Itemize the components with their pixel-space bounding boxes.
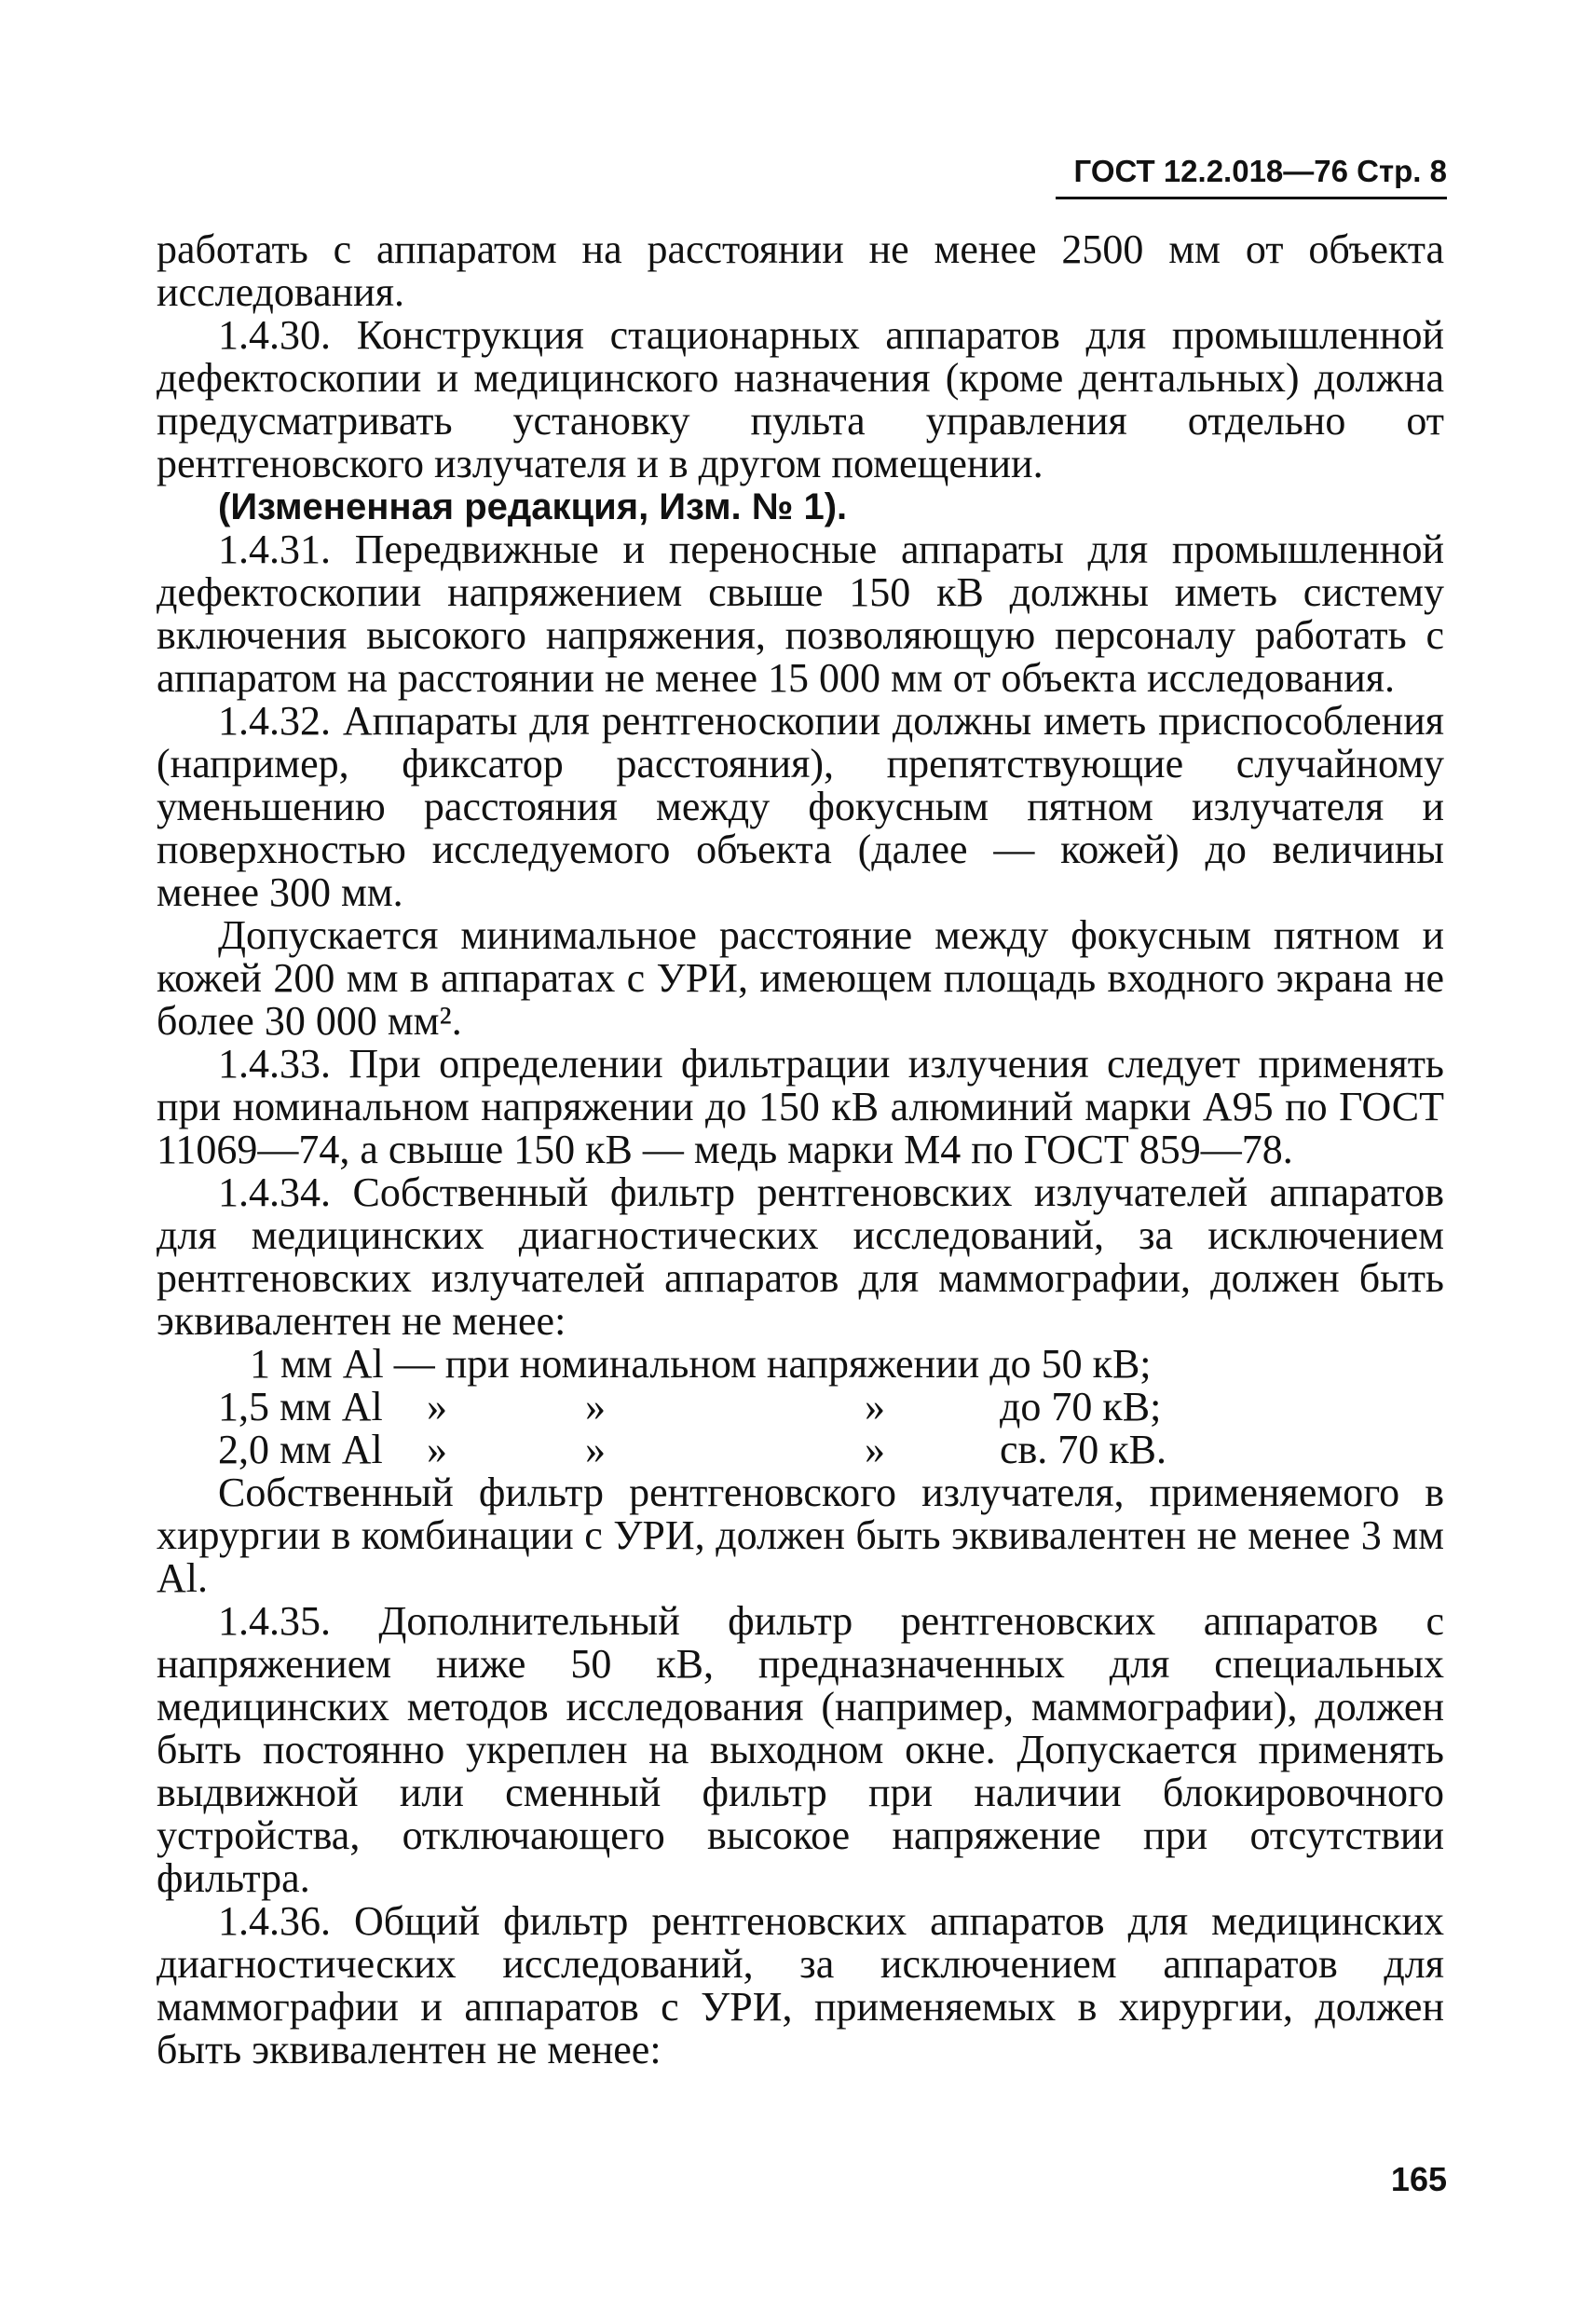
voltage-limit: св. 70 кВ. bbox=[1000, 1427, 1167, 1472]
ditto-mark: » bbox=[427, 1427, 447, 1472]
filter-list bbox=[157, 1343, 1444, 1471]
ditto-mark: » bbox=[585, 1384, 606, 1429]
clause-1-4-30: 1.4.30. Конструкция стационарных аппаратов для промышленной дефектоскопии и медицинского назначения (кроме дентальных) должна предусматривать установку пульта управления отдельно от рентгеновского излучателя и в другом помещении. bbox=[157, 312, 1444, 486]
filter-list-item bbox=[157, 1429, 1444, 1471]
clause-1-4-35: 1.4.35. Дополнительный фильтр рентгеновских аппаратов с напряжением ниже 50 кВ, предназначенных для специальных медицинских методов исследования (например, маммографии), должен быть постоянно укреплен на выходном окне. Допускается применять выдвижной или сменный фильтр при наличии блокировочного устройства, отключающего высокое напряжение при отсутствии фильтра. bbox=[157, 1598, 1444, 1901]
ditto-mark: » bbox=[865, 1384, 885, 1429]
clause-1-4-34-surgery: Собственный фильтр рентгеновского излучателя, применяемого в хирургии в комбинации с УРИ, должен быть эквивалентен не менее 3 мм Al. bbox=[157, 1470, 1444, 1601]
amendment-note: (Измененная редакция, Изм. № 1). bbox=[218, 486, 848, 527]
document-body bbox=[157, 228, 1444, 2072]
running-header: ГОСТ 12.2.018—76 Стр. 8 bbox=[1056, 154, 1447, 199]
clause-1-4-33: 1.4.33. При определении фильтрации излучения следует применять при номинальном напряжении до 150 кВ алюминий марки А95 по ГОСТ 11069—74, а свыше 150 кВ — медь марки М4 по ГОСТ 859—78. bbox=[157, 1041, 1444, 1172]
ditto-mark: » bbox=[865, 1427, 885, 1472]
voltage-limit: до 70 кВ; bbox=[1000, 1384, 1162, 1429]
filter-list-item: 1 мм Al — при номинальном напряжении до 50 кВ; bbox=[250, 1341, 1152, 1387]
clause-1-4-31: 1.4.31. Передвижные и переносные аппараты для промышленной дефектоскопии напряжением свыше 150 кВ должны иметь систему включения высокого напряжения, позволяющую персоналу работать с аппаратом на расстоянии не менее 15 000 мм от объекта исследования. bbox=[157, 526, 1444, 701]
filter-thickness: 2,0 мм Al bbox=[218, 1427, 383, 1472]
paragraph-continuation: работать с аппаратом на расстоянии не менее 2500 мм от объекта исследования. bbox=[157, 226, 1444, 315]
ditto-mark: » bbox=[427, 1384, 447, 1429]
page-number: 165 bbox=[1390, 2160, 1447, 2198]
clause-1-4-34: 1.4.34. Собственный фильтр рентгеновских излучателей аппаратов для медицинских диагностических исследований, за исключением рентгеновских излучателей аппаратов для маммографии, должен быть эквивалентен не менее: bbox=[157, 1169, 1444, 1344]
ditto-mark: » bbox=[585, 1427, 606, 1472]
filter-list-item bbox=[157, 1386, 1444, 1429]
filter-thickness: 1,5 мм Al bbox=[218, 1384, 383, 1429]
clause-1-4-32: 1.4.32. Аппараты для рентгеноскопии должны иметь приспособления (например, фиксатор расстояния), препятствующие случайному уменьшению расстояния между фокусным пятном излучателя и поверхностью исследуемого объекта (далее — кожей) до величины менее 300 мм. bbox=[157, 698, 1444, 915]
clause-1-4-32-tolerance: Допускается минимальное расстояние между фокусным пятном и кожей 200 мм в аппаратах с УРИ, имеющем площадь входного экрана не более 30 000 мм². bbox=[157, 912, 1444, 1044]
clause-1-4-36: 1.4.36. Общий фильтр рентгеновских аппаратов для медицинских диагностических исследований, за исключением аппаратов для маммографии и аппаратов с УРИ, применяемых в хирургии, должен быть эквивалентен не менее: bbox=[157, 1898, 1444, 2072]
